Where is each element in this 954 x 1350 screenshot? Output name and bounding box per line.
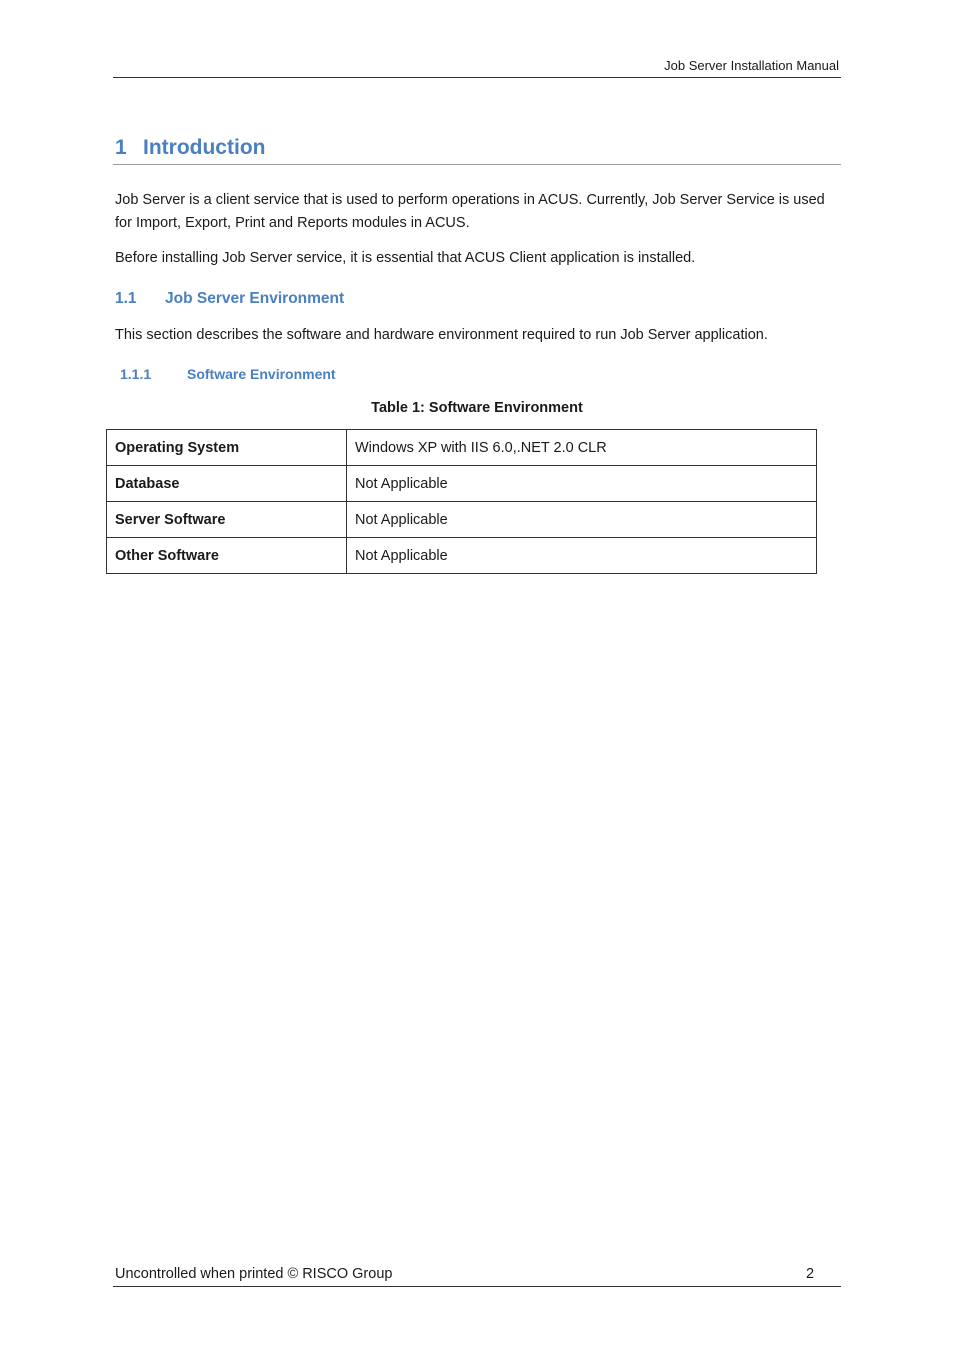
row-label: Operating System [107, 430, 347, 466]
environment-paragraph: This section describes the software and hardware environment required to run Job Server application. [115, 327, 768, 343]
subsection-heading-job-server-environment [115, 290, 344, 308]
row-value: Not Applicable [347, 502, 817, 538]
row-value: Not Applicable [347, 538, 817, 574]
footer-divider [113, 1286, 841, 1287]
subsubsection-number: 1.1.1 [120, 366, 152, 382]
row-value: Not Applicable [347, 466, 817, 502]
subsubsection-title: Software Environment [187, 366, 336, 382]
heading-divider [113, 164, 841, 165]
subsubsection-heading-software-environment [120, 366, 336, 382]
section-title: Introduction [143, 136, 266, 159]
section-heading-introduction [115, 136, 265, 160]
header-divider [113, 77, 841, 78]
row-label: Database [107, 466, 347, 502]
section-number: 1 [115, 136, 127, 159]
row-label: Other Software [107, 538, 347, 574]
table-caption: Table 1: Software Environment [371, 400, 583, 416]
intro-paragraph: Job Server is a client service that is used to perform operations in ACUS. Currently, Job Server Service is used for Import, Export, Print and Reports modules in ACUS. [115, 192, 825, 231]
table-row [107, 502, 817, 538]
prerequisite-paragraph: Before installing Job Server service, it is essential that ACUS Client application is installed. [115, 250, 696, 266]
row-label: Server Software [107, 502, 347, 538]
subsection-title: Job Server Environment [165, 290, 345, 307]
software-environment-table [106, 429, 817, 574]
table-row [107, 538, 817, 574]
footer-notice: Uncontrolled when printed © RISCO Group [115, 1266, 393, 1282]
row-value: Windows XP with IIS 6.0,.NET 2.0 CLR [347, 430, 817, 466]
table-row [107, 466, 817, 502]
running-header: Job Server Installation Manual [664, 58, 839, 73]
page-number: 2 [806, 1266, 815, 1282]
table-row [107, 430, 817, 466]
subsection-number: 1.1 [115, 290, 137, 307]
